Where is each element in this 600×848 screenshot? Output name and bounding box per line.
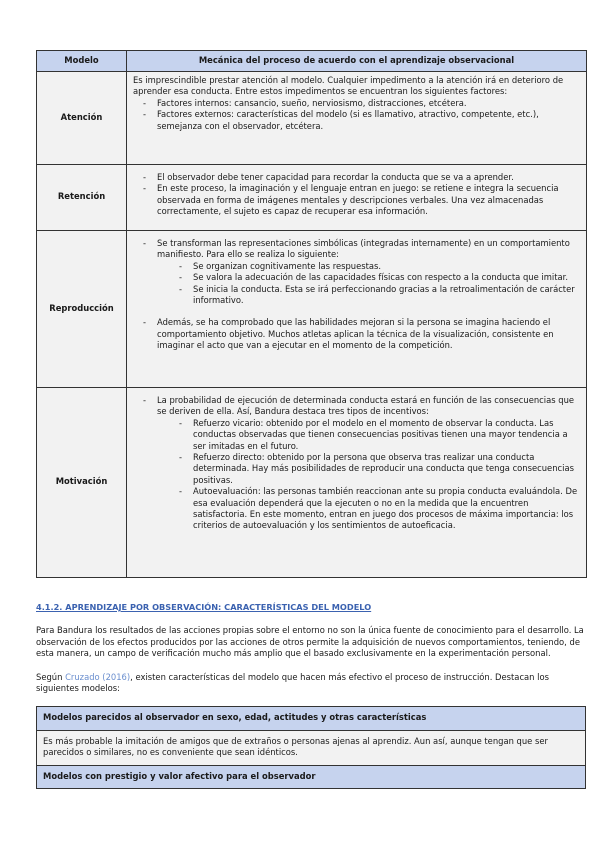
- table-row: [37, 231, 587, 388]
- model-atencion: Atención: [37, 72, 127, 165]
- content-reproduccion: [127, 231, 587, 388]
- model-motivacion: Motivación: [37, 388, 127, 578]
- para2-post: , existen características del modelo que hacen más efectivo el proceso de instrucción. Destacan los siguientes modelos:: [36, 671, 549, 694]
- section-heading[interactable]: 4.1.2. APRENDIZAJE POR OBSERVACIÓN: CARACTERÍSTICAS DEL MODELO: [36, 602, 372, 612]
- reproduccion-item1: Se transforman las representaciones simbólicas (integradas internamente) en un comportamiento manifiesto. Para ello se realiza lo siguiente:: [157, 238, 570, 260]
- citation-link[interactable]: Cruzado (2016): [65, 671, 131, 682]
- header-mecanica: Mecánica del proceso de acuerdo con el aprendizaje observacional: [127, 51, 587, 72]
- content-retencion: [127, 165, 587, 231]
- table-row: [37, 72, 587, 165]
- paragraph: Para Bandura los resultados de las acciones propias sobre el entorno no son la única fuente de conocimiento para el desarrollo. La observación de los efectos producidos por las acciones de otros permite la adquisición de nuevos comportamientos, teniendo, de esta manera, un campo de verificación mucho más amplio que el basado exclusivamente en la experimentación personal.: [36, 625, 584, 659]
- list-item: - Además, se ha comprobado que las habilidades mejoran si la persona se imagina haciendo el comportamiento objetivo. Muchos atletas aplican la técnica de la visualización, consistente en imaginar el acto que van a ejecutar en el momento de la competición.: [133, 317, 580, 351]
- table-row: [37, 388, 587, 578]
- content-atencion: [127, 72, 587, 165]
- model-body: Es más probable la imitación de amigos que de extraños o personas ajenas al aprendiz. Aun así, aunque tengan que ser parecidos o similares, no es conveniente que sean idénticos.: [37, 730, 586, 765]
- list-item: - Autoevaluación: las personas también reaccionan ante su propia conducta evaluándola. De esa evaluación dependerá que la ejecuten o no en la medida que la encuentren satisfactoria. En este momento, entran en juego dos procesos de máxima importancia: los criterios de autoevaluación y los sentimientos de autoeficacia.: [169, 486, 580, 532]
- model-heading: Modelos parecidos al observador en sexo, edad, actitudes y otras características: [37, 707, 586, 730]
- content-motivacion: [127, 388, 587, 578]
- model-reproduccion: Reproducción: [37, 231, 127, 388]
- model-heading: Modelos con prestigio y valor afectivo para el observador: [37, 765, 586, 788]
- table-header-row: [37, 51, 587, 72]
- list-item: - En este proceso, la imaginación y el lenguaje entran en juego: se retiene e integra la secuencia observada en forma de imágenes mentales y descripciones verbales. Una vez almacenadas correctamente, el sujeto es capaz de recuperar esa información.: [133, 183, 580, 217]
- models-table: [36, 706, 586, 789]
- list-item: - Se organizan cognitivamente las respuestas.: [169, 261, 580, 272]
- list-item: - Factores internos: cansancio, sueño, nerviosismo, distracciones, etcétera.: [133, 98, 580, 109]
- para2-pre: Según: [36, 671, 66, 682]
- document-page: [36, 50, 586, 789]
- list-item: - Refuerzo vicario: obtenido por el modelo en el momento de observar la conducta. Las conductas observadas que tienen consecuencias positivas tienen una mayor tendencia a ser imitadas en el futuro.: [169, 418, 580, 452]
- list-item: - Factores externos: características del modelo (si es llamativo, atractivo, competente, etc.), semejanza con el observador, etcétera.: [133, 109, 580, 132]
- observational-learning-table: [36, 50, 587, 578]
- list-item: - Se inicia la conducta. Esta se irá perfeccionando gracias a la retroalimentación de carácter informativo.: [169, 284, 580, 307]
- list-item: - Se valora la adecuación de las capacidades físicas con respecto a la conducta que imitar.: [169, 272, 580, 283]
- list-item: - Refuerzo directo: obtenido por la persona que observa tras realizar una conducta determinada. Hay más posibilidades de reproducir una conducta que tenga consecuencias positivas.: [169, 452, 580, 486]
- motivacion-item1: La probabilidad de ejecución de determinada conducta estará en función de las consecuencias que se deriven de ella. Así, Bandura destaca tres tipos de incentivos:: [157, 395, 575, 417]
- table-row: [37, 165, 587, 231]
- model-retencion: Retención: [37, 165, 127, 231]
- list-item: [133, 238, 580, 306]
- header-modelo: Modelo: [37, 51, 127, 72]
- list-item: [133, 395, 580, 532]
- list-item: - El observador debe tener capacidad para recordar la conducta que se va a aprender.: [133, 172, 580, 183]
- paragraph: [36, 672, 586, 695]
- atencion-intro: Es imprescindible prestar atención al modelo. Cualquier impedimento a la atención irá en deterioro de aprender esa conducta. Entre estos impedimentos se encuentran los siguientes factores:: [133, 75, 564, 97]
